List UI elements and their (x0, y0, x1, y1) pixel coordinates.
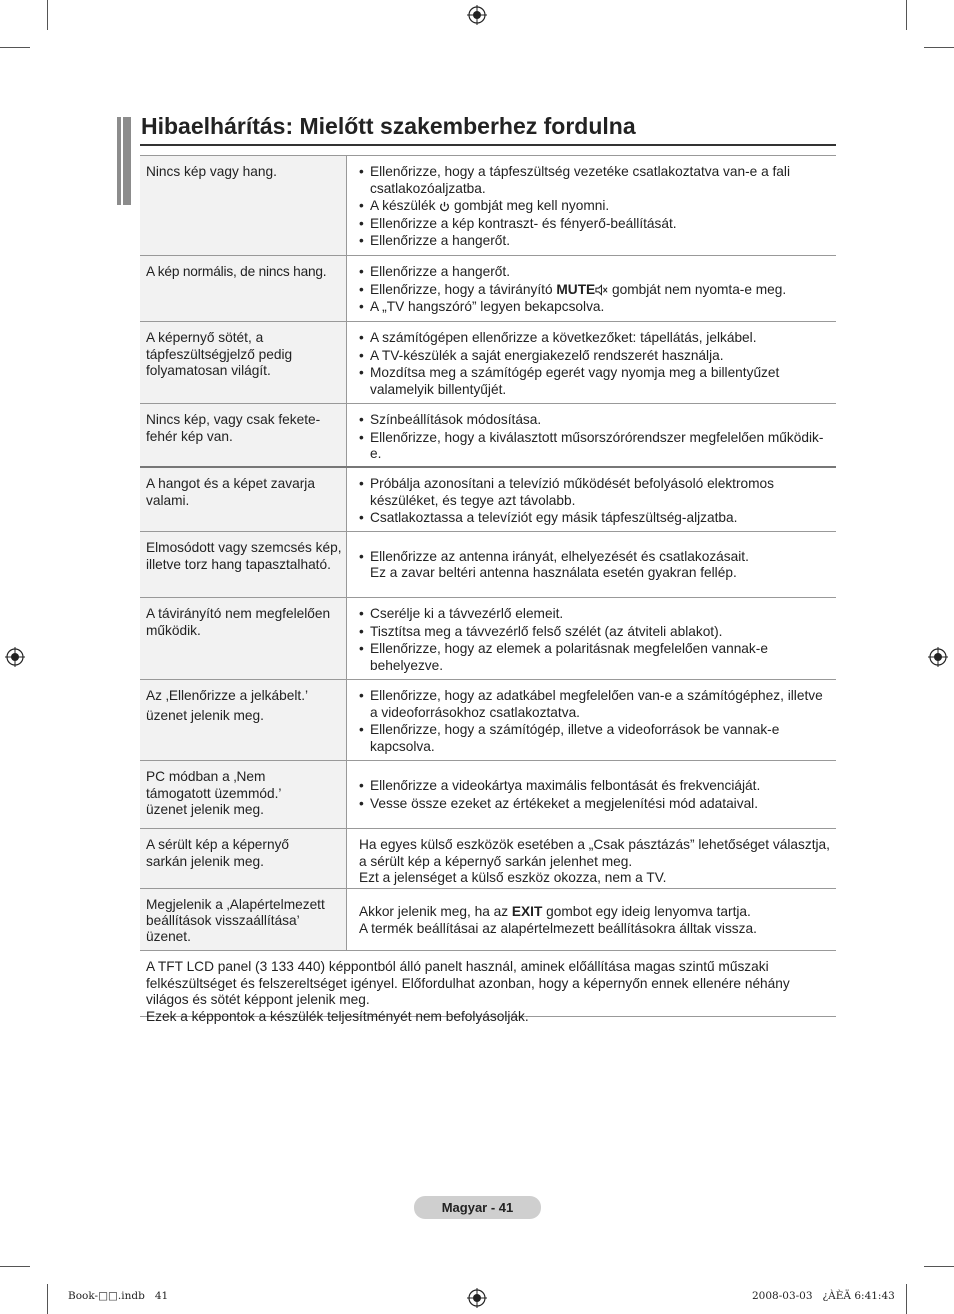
page-number-badge: Magyar - 41 (414, 1196, 541, 1219)
table-row (140, 468, 836, 532)
crop-mark (0, 1266, 30, 1267)
table-row (140, 532, 836, 598)
list-item: • Ellenőrizze a hangerőt. (359, 264, 830, 281)
problem-text: A kép normális, de nincs hang. (146, 264, 327, 279)
solution-text (359, 904, 830, 937)
list-item (359, 282, 830, 299)
problem-text: A hangot és a képet zavarja valami. (146, 476, 315, 508)
table-row (140, 404, 836, 468)
list-item: • Ellenőrizze, hogy a kiválasztott műsorszórórendszer megfelelően működik-e. (359, 430, 830, 463)
solution-cell (347, 829, 836, 888)
power-icon (439, 201, 450, 212)
list-item: • Ellenőrizze, hogy az elemek a polaritásnak megfelelően vannak-e behelyezve. (359, 641, 830, 674)
footer-file-info: Book-□□.indb 41 (68, 1290, 169, 1302)
solution-cell (347, 598, 836, 679)
crop-mark (906, 1284, 907, 1314)
solution-list (359, 264, 830, 316)
crop-mark (47, 0, 48, 30)
solution-text-part: Akkor jelenik meg, ha az (359, 904, 512, 919)
solution-cell (347, 404, 836, 466)
problem-text: A távirányító nem megfelelően működik. (146, 606, 331, 638)
registration-mark-icon (5, 647, 25, 667)
list-item: • A számítógépen ellenőrizze a következőket: tápellátás, jelkábel. (359, 330, 830, 347)
registration-mark-icon (467, 1288, 487, 1308)
problem-cell (140, 532, 347, 597)
footer-timestamp: 2008-03-03 ¿ÀÈÄ 6:41:43 (752, 1290, 895, 1302)
page-title: Hibaelhárítás: Mielőtt szakemberhez fordulna (141, 113, 636, 139)
solution-list (359, 549, 830, 583)
crop-mark (906, 0, 907, 30)
problem-text: Az ‚Ellenőrizze a jelkábelt.’ üzenet jelenik meg. (146, 688, 309, 723)
problem-cell (140, 598, 347, 679)
solution-list (359, 778, 830, 813)
solution-cell (347, 256, 836, 321)
list-item (359, 198, 830, 215)
table-row (140, 761, 836, 829)
lcd-panel-note: A TFT LCD panel (3 133 440) képpontból álló panelt használ, aminek előállítása magas szintű műszaki felkészültséget és felszereltséget igényel. Előfordulhat azonban, hogy a képernyőn ennek ellenére néhány világos és sötét képpont jelenik meg. Ezek a képpontok a készülék teljesítményét nem befolyásolják. (140, 951, 836, 1017)
list-item: • Ellenőrizze, hogy az adatkábel megfelelően van-e a számítógéphez, illetve a videoforrásokhoz csatlakoztatva. (359, 688, 830, 721)
registration-mark-icon (467, 5, 487, 25)
list-item: • Ellenőrizze a kép kontraszt- és fényerő-beállítását. (359, 216, 830, 233)
solution-text: Ha egyes külső eszközök esetében a „Csak pásztázás” lehetőséget választja, a sérült kép a képernyő sarkán jelenhet meg. Ezt a jelenséget a külső eszköz okozza, nem a TV. (359, 837, 830, 885)
problem-cell (140, 889, 347, 950)
crop-mark (924, 1266, 954, 1267)
table-row (140, 829, 836, 889)
crop-mark (47, 1284, 48, 1314)
list-item: • Tisztítsa meg a távvezérlő felső szélét (az átviteli ablakot). (359, 624, 830, 641)
table-row (140, 598, 836, 680)
problem-text: Elmosódott vagy szemcsés kép, illetve torz hang tapasztalható. (146, 540, 342, 572)
problem-text: Nincs kép vagy hang. (146, 164, 277, 179)
table-row (140, 256, 836, 322)
list-item: • Ellenőrizze, hogy a tápfeszültség vezetéke csatlakoztatva van-e a fali csatlakozóaljzatba. (359, 164, 830, 197)
table-row (140, 322, 836, 404)
item-text: gombját meg kell nyomni. (450, 198, 610, 213)
list-item: • Mozdítsa meg a számítógép egerét vagy nyomja meg a billentyűzet valamelyik billentyűjét. (359, 365, 830, 398)
troubleshooting-table (140, 155, 836, 1024)
table-row (140, 155, 836, 256)
title-rule (140, 144, 836, 146)
list-item: • Vesse össze ezeket az értékeket a megjelenítési mód adataival. (359, 796, 830, 813)
solution-list (359, 412, 830, 463)
list-item: • Ellenőrizze az antenna irányát, elhelyezését és csatlakozásait. Ez a zavar beltéri antenna használata esetén gyakran fellép. (359, 549, 830, 582)
list-item: • Csatlakoztassa a televíziót egy másik tápfeszültség-aljzatba. (359, 510, 830, 527)
solution-cell (347, 889, 836, 950)
solution-cell (347, 322, 836, 403)
problem-text: PC módban a ‚Nem támogatott üzemmód.’ üzenet jelenik meg. (146, 769, 282, 817)
solution-list (359, 688, 830, 755)
title-accent-bar (117, 117, 131, 205)
problem-text: Nincs kép, vagy csak fekete-fehér kép van. (146, 412, 321, 444)
problem-cell (140, 322, 347, 403)
list-item: • A „TV hangszóró” legyen bekapcsolva. (359, 299, 830, 316)
solution-list (359, 476, 830, 527)
problem-text: A képernyő sötét, a tápfeszültségjelző pedig folyamatosan világít. (146, 330, 293, 378)
problem-cell (140, 761, 347, 828)
list-item: • Próbálja azonosítani a televízió működését befolyásoló elektromos készüléket, és tegye azt távolabb. (359, 476, 830, 509)
item-text: gombját nem nyomta-e meg. (608, 281, 787, 297)
exit-key-label: EXIT (511, 904, 543, 919)
table-row (140, 889, 836, 951)
solution-cell (347, 156, 836, 255)
list-item: • Ellenőrizze a hangerőt. (359, 233, 830, 250)
problem-text: Megjelenik a ‚Alapértelmezett beállítások visszaállítása’ üzenet. (146, 897, 325, 944)
list-item: • Cserélje ki a távvezérlő elemeit. (359, 606, 830, 623)
solution-cell (347, 532, 836, 597)
solution-cell (347, 761, 836, 828)
list-item: • Ellenőrizze, hogy a számítógép, illetve a videoforrások be vannak-e kapcsolva. (359, 722, 830, 755)
solution-cell (347, 468, 836, 531)
table-row (140, 680, 836, 761)
problem-cell (140, 468, 347, 531)
mute-key-label: MUTE (556, 281, 596, 297)
solution-list (359, 164, 830, 250)
problem-cell (140, 829, 347, 888)
item-text: Ellenőrizze, hogy a távirányító (370, 281, 557, 297)
solution-list (359, 606, 830, 674)
list-item: • A TV-készülék a saját energiakezelő rendszerét használja. (359, 348, 830, 365)
crop-mark (924, 47, 954, 48)
problem-cell (140, 404, 347, 466)
item-text: A készülék (370, 198, 440, 213)
problem-cell (140, 680, 347, 760)
mute-icon (595, 284, 608, 296)
crop-mark (0, 47, 30, 48)
list-item: • Ellenőrizze a videokártya maximális felbontását és frekvenciáját. (359, 778, 830, 795)
registration-mark-icon (928, 647, 948, 667)
list-item: • Színbeállítások módosítása. (359, 412, 830, 429)
problem-cell (140, 156, 347, 255)
solution-text-part: gombot egy ideig lenyomva tartja. A termék beállításai az alapértelmezett beállításokra álltak vissza. (359, 904, 757, 936)
solution-list (359, 330, 830, 398)
problem-cell (140, 256, 347, 321)
problem-text: A sérült kép a képernyő sarkán jelenik meg. (146, 837, 290, 869)
solution-cell (347, 680, 836, 760)
